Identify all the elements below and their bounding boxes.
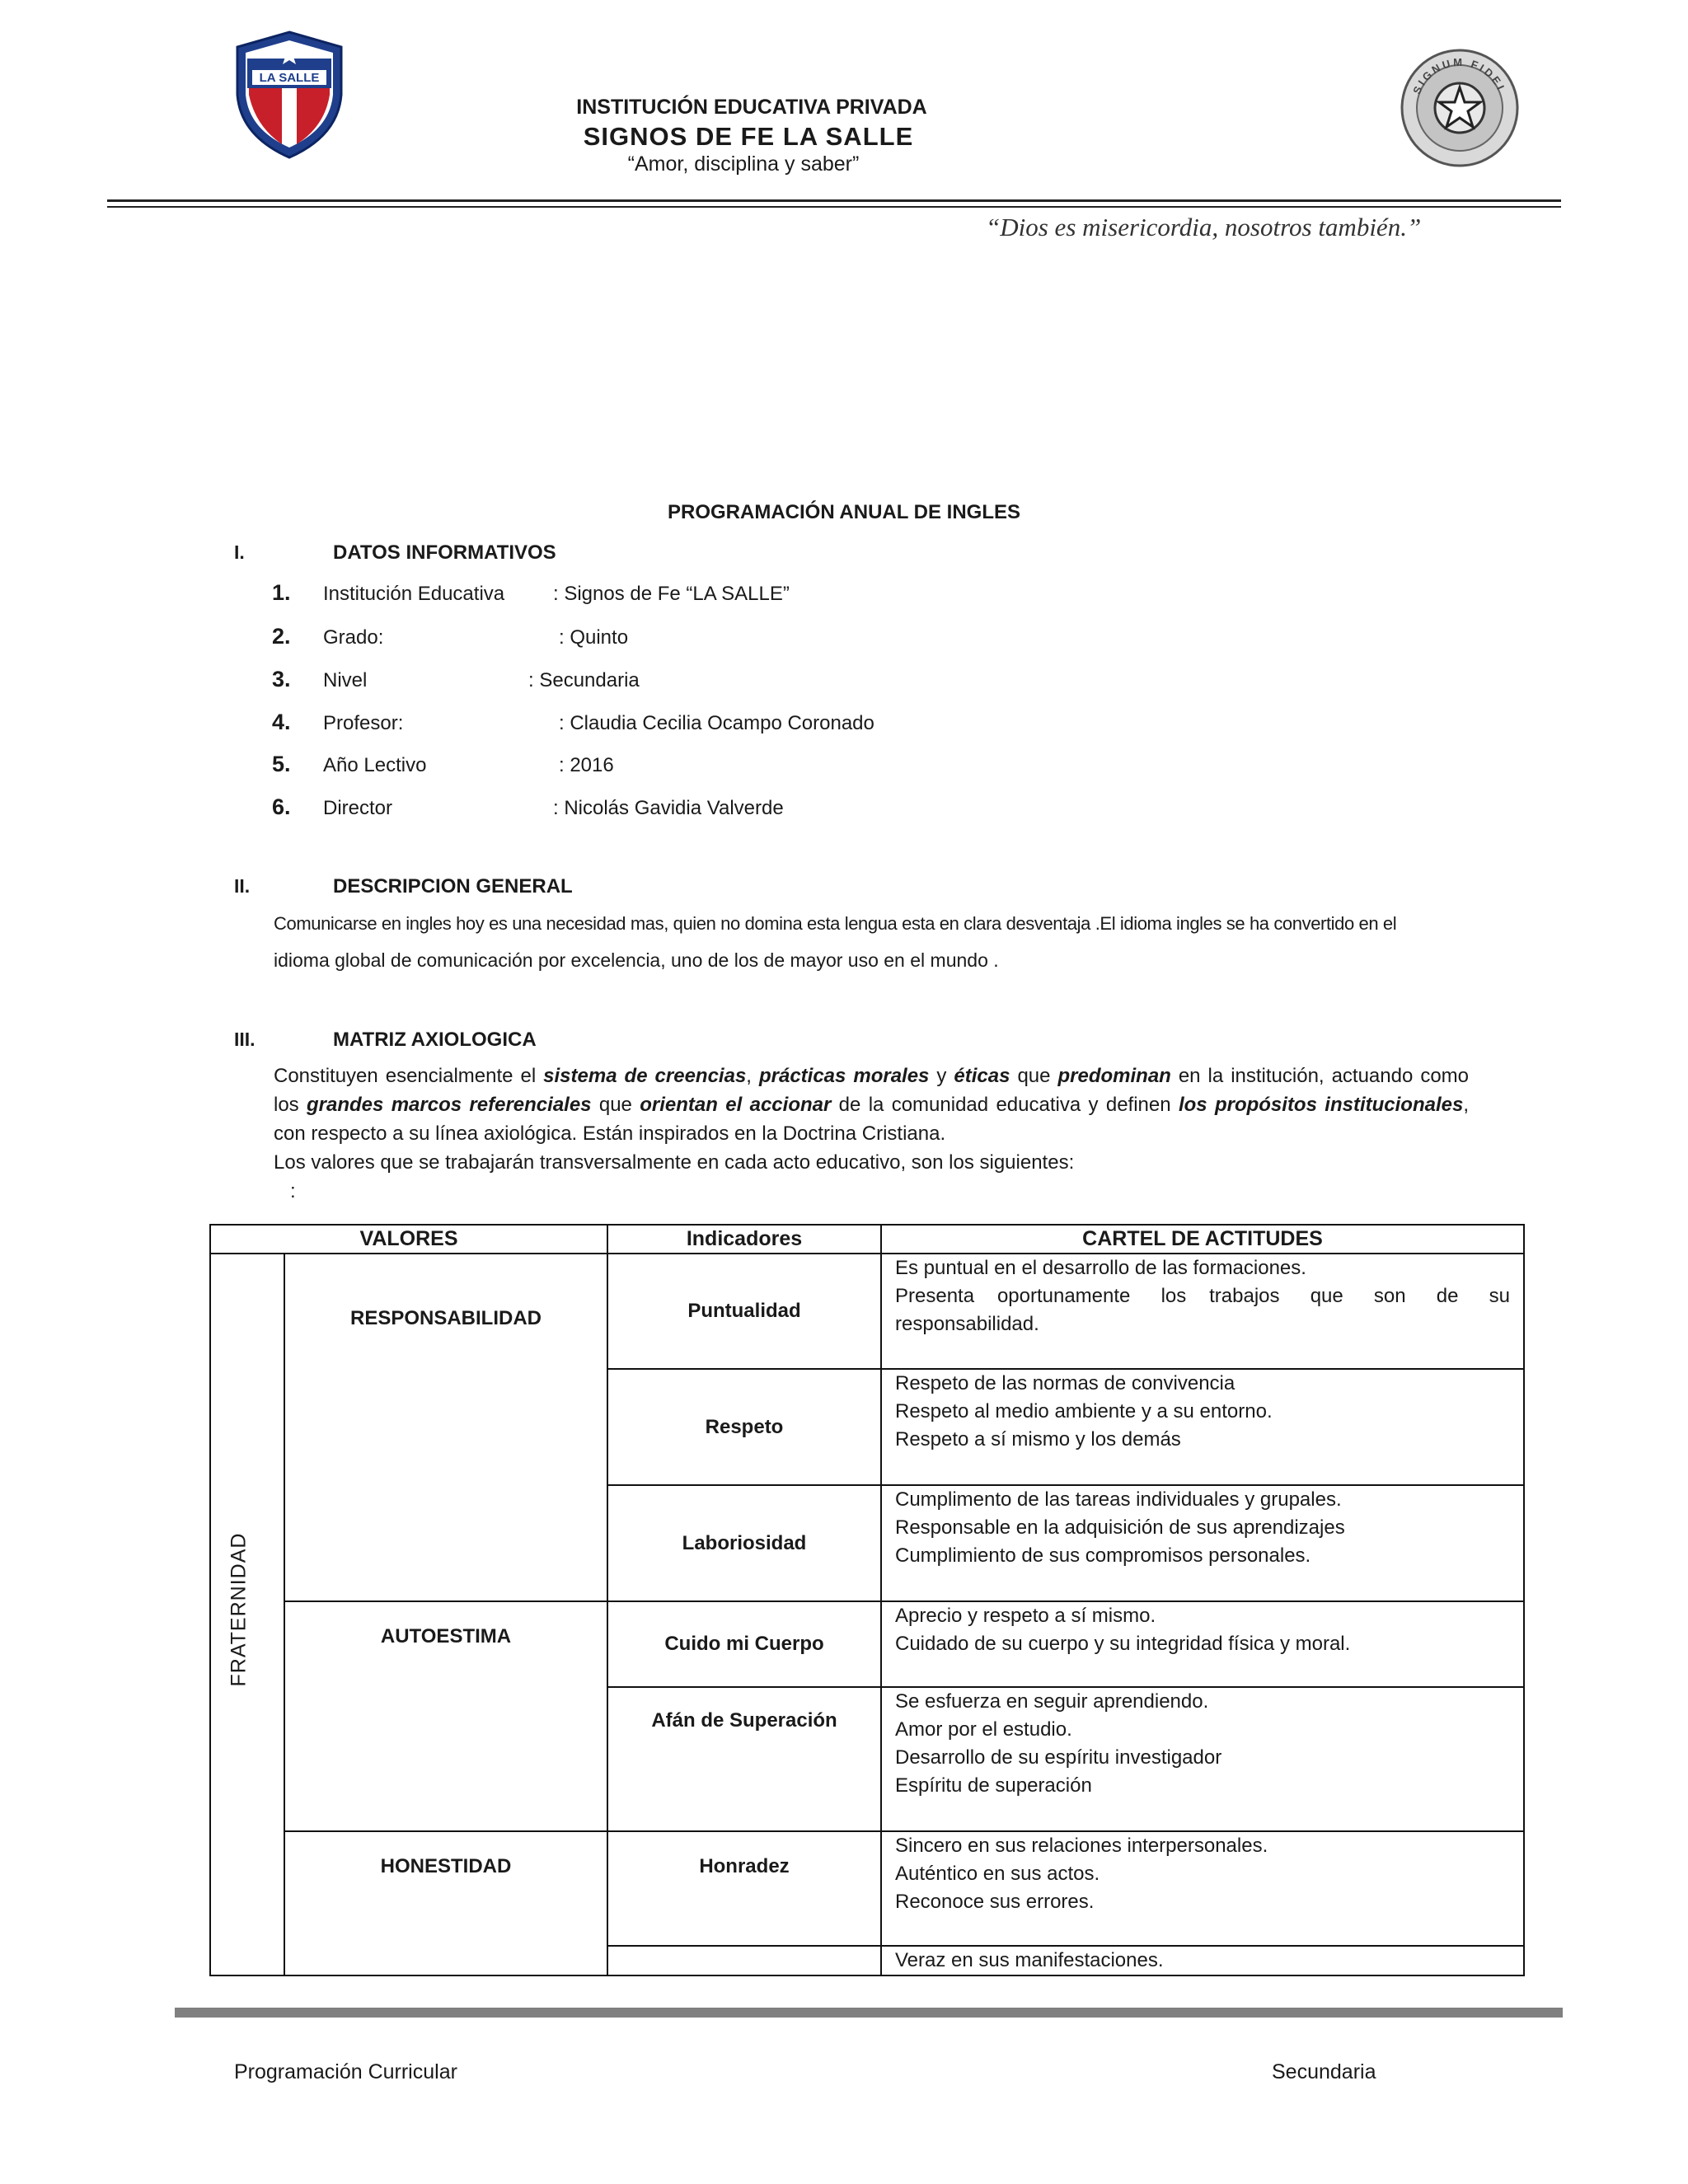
attitudes-cell: Es puntual en el desarrollo de las formaciones. Presenta oportunamente los trabajos que son de su responsabilidad. bbox=[881, 1254, 1524, 1369]
section-number: I. bbox=[234, 541, 245, 563]
attitudes-cell: Cumplimento de las tareas individuales y grupales. Responsable en la adquisición de sus aprendizajes Cumplimiento de sus compromisos personales. bbox=[881, 1485, 1524, 1601]
section-number: II. bbox=[234, 875, 251, 897]
table-row bbox=[210, 1254, 1524, 1369]
item-value: : Secundaria bbox=[528, 669, 640, 691]
attitudes-cell: Sincero en sus relaciones interpersonales. Auténtico en sus actos. Reconoce sus errores. bbox=[881, 1831, 1524, 1946]
header-rule-thin bbox=[107, 206, 1561, 208]
item-label: Institución Educativa bbox=[323, 583, 505, 605]
motto: “Dios es misericordia, nosotros también.” bbox=[986, 213, 1422, 241]
paragraph-line: idioma global de comunicación por excelencia, uno de los de mayor uso en el mundo . bbox=[274, 949, 999, 971]
item-value: : Quinto bbox=[559, 626, 629, 649]
svg-text:LA SALLE: LA SALLE bbox=[259, 71, 320, 85]
signum-fidei-seal bbox=[1400, 48, 1520, 168]
paragraph-line: Comunicarse en ingles hoy es una necesidad mas, quien no domina esta lengua esta en clara desventaja .El idioma ingles se ha convertido en el bbox=[274, 913, 1397, 934]
matriz-paragraph bbox=[274, 1065, 1469, 1209]
value-cell: RESPONSABILIDAD bbox=[284, 1254, 607, 1601]
footer-left: Programación Curricular bbox=[234, 2060, 457, 2083]
section-title: DESCRIPCION GENERAL bbox=[333, 875, 573, 898]
item-label: Director bbox=[323, 797, 393, 819]
indicator-cell: Honradez bbox=[607, 1831, 881, 1946]
attitudes-cell: Veraz en sus manifestaciones. bbox=[881, 1946, 1524, 1975]
institution-tagline: “Amor, disciplina y saber” bbox=[627, 152, 860, 176]
item-label: Año Lectivo bbox=[323, 754, 427, 776]
paragraph-line: Los valores que se trabajarán transversalmente en cada acto educativo, son los siguientes: bbox=[274, 1151, 1075, 1174]
item-value: : Claudia Cecilia Ocampo Coronado bbox=[559, 712, 874, 734]
attitudes-cell: Respeto de las normas de convivencia Respeto al medio ambiente y a su entorno. Respeto a sí mismo y los demás bbox=[881, 1369, 1524, 1485]
attitudes-cell: Aprecio y respeto a sí mismo. Cuidado de su cuerpo y su integridad física y moral. bbox=[881, 1601, 1524, 1687]
item-number: 1. bbox=[272, 580, 291, 605]
institution-type: INSTITUCIÓN EDUCATIVA PRIVADA bbox=[576, 96, 927, 119]
item-label: Grado: bbox=[323, 626, 384, 649]
svg-text:SIGNUM FIDEI: SIGNUM FIDEI bbox=[1410, 55, 1508, 96]
item-label: Nivel bbox=[323, 669, 368, 691]
indicator-cell: Afán de Superación bbox=[607, 1687, 881, 1831]
descripcion-paragraph bbox=[274, 909, 1461, 975]
section-title: MATRIZ AXIOLOGICA bbox=[333, 1029, 537, 1051]
indicator-cell: Laboriosidad bbox=[607, 1485, 881, 1601]
institution-name: SIGNOS DE FE LA SALLE bbox=[583, 122, 914, 151]
column-header: VALORES bbox=[210, 1225, 607, 1254]
paragraph-line: Constituyen esencialmente el sistema de creencias, prácticas morales y éticas que predominan en la institución, actuando como bbox=[274, 1065, 1470, 1087]
indicator-cell bbox=[607, 1946, 881, 1975]
item-label: Profesor: bbox=[323, 712, 404, 734]
indicator-cell: Respeto bbox=[607, 1369, 881, 1485]
values-table bbox=[209, 1224, 1525, 1976]
item-number: 5. bbox=[272, 752, 291, 776]
table-row bbox=[210, 1601, 1524, 1687]
table-row bbox=[210, 1831, 1524, 1946]
column-header: Indicadores bbox=[607, 1225, 881, 1254]
group-label-vertical: FRATERNIDAD bbox=[227, 1532, 251, 1687]
column-header: CARTEL DE ACTITUDES bbox=[881, 1225, 1524, 1254]
item-value: : Nicolás Gavidia Valverde bbox=[553, 797, 784, 819]
item-value: : Signos de Fe “LA SALLE” bbox=[553, 583, 790, 605]
value-cell: HONESTIDAD bbox=[284, 1831, 607, 1975]
item-number: 2. bbox=[272, 624, 291, 649]
indicator-cell: Puntualidad bbox=[607, 1254, 881, 1369]
item-value: : 2016 bbox=[559, 754, 614, 776]
indicator-cell: Cuido mi Cuerpo bbox=[607, 1601, 881, 1687]
header-rule bbox=[107, 199, 1561, 202]
table-header-row bbox=[210, 1225, 1524, 1254]
paragraph-line: con respecto a su línea axiológica. Están inspirados en la Doctrina Cristiana. bbox=[274, 1122, 946, 1145]
footer-right: Secundaria bbox=[1272, 2060, 1376, 2083]
document-title: PROGRAMACIÓN ANUAL DE INGLES bbox=[667, 501, 1020, 523]
item-number: 6. bbox=[272, 794, 291, 819]
section-title: DATOS INFORMATIVOS bbox=[333, 541, 556, 564]
item-number: 4. bbox=[272, 710, 291, 734]
paragraph-line: los grandes marcos referenciales que orientan el accionar de la comunidad educativa y definen los propósitos institucionales, bbox=[274, 1094, 1469, 1116]
value-cell: AUTOESTIMA bbox=[284, 1601, 607, 1831]
attitudes-cell: Se esfuerza en seguir aprendiendo. Amor por el estudio. Desarrollo de su espíritu investigador Espíritu de superación bbox=[881, 1687, 1524, 1831]
item-number: 3. bbox=[272, 667, 291, 691]
footer-rule bbox=[175, 2008, 1563, 2018]
section-number: III. bbox=[234, 1029, 256, 1050]
paragraph-line: : bbox=[290, 1180, 296, 1202]
